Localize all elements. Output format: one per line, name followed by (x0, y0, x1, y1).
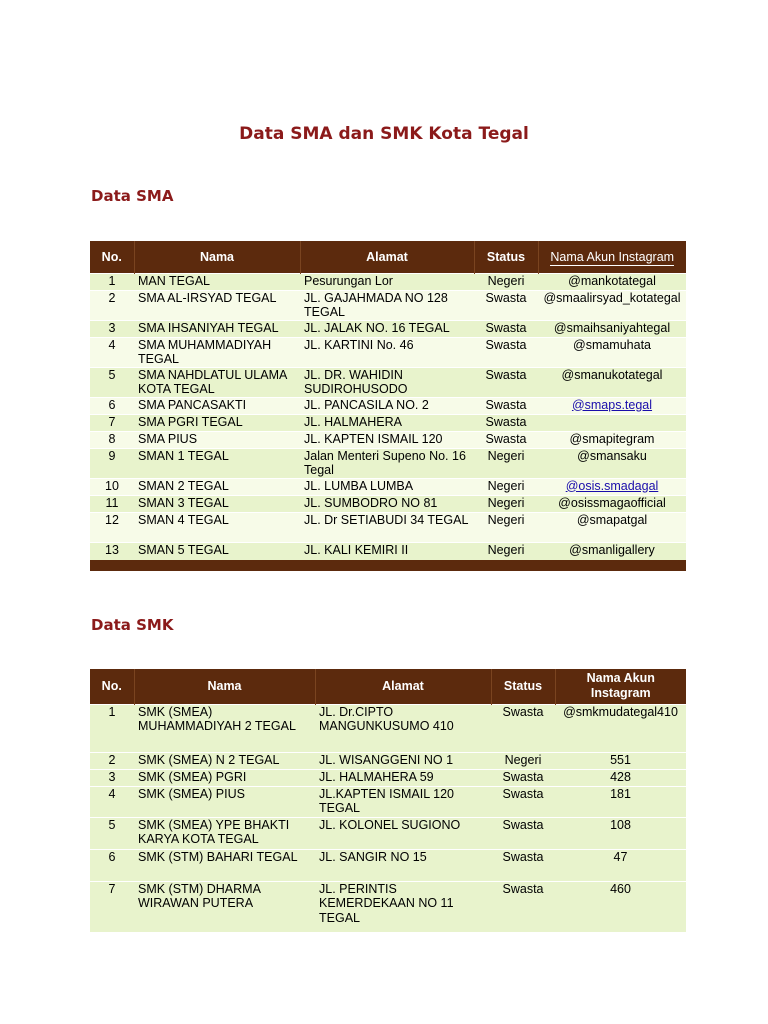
table-footer-bar (90, 560, 686, 571)
cell-instagram: @smansaku (538, 448, 686, 478)
cell-instagram: @smapatgal (538, 512, 686, 542)
cell-alamat: JL.KAPTEN ISMAIL 120 TEGAL (315, 786, 491, 817)
cell-no: 4 (90, 786, 134, 817)
footer-cell (474, 560, 538, 571)
smk-table-header-row (90, 669, 686, 704)
cell-status: Swasta (474, 397, 538, 414)
table-row (90, 704, 686, 752)
table-row (90, 367, 686, 397)
cell-instagram: @smapitegram (538, 431, 686, 448)
cell-nama: SMA MUHAMMADIYAH TEGAL (134, 337, 300, 367)
cell-no: 8 (90, 431, 134, 448)
cell-no: 6 (90, 849, 134, 881)
cell-status: Swasta (474, 414, 538, 431)
cell-instagram: @mankotategal (538, 273, 686, 290)
cell-no: 9 (90, 448, 134, 478)
cell-no: 1 (90, 704, 134, 752)
table-row (90, 881, 686, 932)
footer-cell (134, 560, 300, 571)
smk-table-body (90, 704, 686, 932)
cell-nama: MAN TEGAL (134, 273, 300, 290)
cell-nama: SMAN 2 TEGAL (134, 478, 300, 495)
cell-instagram: 428 (555, 769, 686, 786)
cell-alamat: JL. PERINTIS KEMERDEKAAN NO 11 TEGAL (315, 881, 491, 932)
instagram-link[interactable]: @osis.smadagal (565, 478, 659, 493)
cell-nama: SMK (SMEA) N 2 TEGAL (134, 752, 315, 769)
cell-status: Swasta (491, 786, 555, 817)
cell-alamat: JL. Dr SETIABUDI 34 TEGAL (300, 512, 474, 542)
sma-table (90, 241, 686, 571)
cell-instagram: @smamuhata (538, 337, 686, 367)
cell-status: Swasta (474, 337, 538, 367)
cell-nama: SMA IHSANIYAH TEGAL (134, 320, 300, 337)
table-row (90, 849, 686, 881)
cell-alamat: JL. KAPTEN ISMAIL 120 (300, 431, 474, 448)
cell-nama: SMA PGRI TEGAL (134, 414, 300, 431)
cell-alamat: JL. HALMAHERA (300, 414, 474, 431)
cell-no: 5 (90, 817, 134, 849)
cell-status: Negeri (474, 273, 538, 290)
cell-instagram: 181 (555, 786, 686, 817)
table-row (90, 542, 686, 560)
cell-instagram: @smkmudategal410 (555, 704, 686, 752)
footer-cell (538, 560, 686, 571)
cell-nama: SMAN 1 TEGAL (134, 448, 300, 478)
cell-no: 13 (90, 542, 134, 560)
cell-status: Negeri (491, 752, 555, 769)
cell-no: 11 (90, 495, 134, 512)
cell-status: Swasta (491, 881, 555, 932)
smk-section-heading: Data SMK (91, 616, 174, 634)
cell-no: 2 (90, 752, 134, 769)
cell-instagram: 108 (555, 817, 686, 849)
table-row (90, 752, 686, 769)
cell-status: Negeri (474, 512, 538, 542)
cell-instagram: 47 (555, 849, 686, 881)
cell-alamat: JL. PANCASILA NO. 2 (300, 397, 474, 414)
cell-nama: SMK (SMEA) YPE BHAKTI KARYA KOTA TEGAL (134, 817, 315, 849)
cell-alamat: JL. WISANGGENI NO 1 (315, 752, 491, 769)
cell-instagram (538, 478, 686, 495)
cell-instagram: @smaihsaniyahtegal (538, 320, 686, 337)
cell-nama: SMAN 4 TEGAL (134, 512, 300, 542)
cell-no: 10 (90, 478, 134, 495)
table-row (90, 512, 686, 542)
cell-instagram: 551 (555, 752, 686, 769)
cell-nama: SMA AL-IRSYAD TEGAL (134, 290, 300, 320)
table-row (90, 769, 686, 786)
table-row (90, 397, 686, 414)
cell-status: Swasta (491, 704, 555, 752)
cell-nama: SMAN 3 TEGAL (134, 495, 300, 512)
cell-no: 5 (90, 367, 134, 397)
sma-header-nama: Nama (134, 241, 300, 273)
table-row (90, 448, 686, 478)
sma-header-alamat: Alamat (300, 241, 474, 273)
cell-nama: SMK (SMEA) PGRI (134, 769, 315, 786)
cell-alamat: JL. GAJAHMADA NO 128 TEGAL (300, 290, 474, 320)
cell-alamat: JL. KALI KEMIRI II (300, 542, 474, 560)
cell-no: 7 (90, 414, 134, 431)
cell-no: 6 (90, 397, 134, 414)
footer-cell (90, 560, 134, 571)
cell-alamat: JL. HALMAHERA 59 (315, 769, 491, 786)
table-row (90, 290, 686, 320)
table-row (90, 431, 686, 448)
cell-alamat: JL. KARTINI No. 46 (300, 337, 474, 367)
cell-alamat: JL. DR. WAHIDIN SUDIROHUSODO (300, 367, 474, 397)
sma-header-instagram (538, 241, 686, 273)
sma-header-no: No. (90, 241, 134, 273)
cell-no: 3 (90, 769, 134, 786)
smk-header-alamat: Alamat (315, 669, 491, 704)
cell-nama: SMK (STM) BAHARI TEGAL (134, 849, 315, 881)
cell-nama: SMK (SMEA) PIUS (134, 786, 315, 817)
cell-instagram: 460 (555, 881, 686, 932)
cell-instagram: @smaalirsyad_kotategal (538, 290, 686, 320)
cell-no: 4 (90, 337, 134, 367)
cell-no: 7 (90, 881, 134, 932)
smk-table (90, 669, 686, 932)
cell-instagram (538, 397, 686, 414)
table-row (90, 495, 686, 512)
table-row (90, 414, 686, 431)
cell-nama: SMA PANCASAKTI (134, 397, 300, 414)
instagram-link[interactable]: @smaps.tegal (571, 397, 653, 412)
cell-nama: SMA PIUS (134, 431, 300, 448)
sma-header-instagram-label: Nama Akun Instagram (550, 249, 675, 264)
cell-alamat: JL. SUMBODRO NO 81 (300, 495, 474, 512)
cell-alamat: JL. KOLONEL SUGIONO (315, 817, 491, 849)
cell-alamat: JL. SANGIR NO 15 (315, 849, 491, 881)
cell-alamat: Jalan Menteri Supeno No. 16 Tegal (300, 448, 474, 478)
table-row (90, 273, 686, 290)
smk-header-instagram: Nama Akun Instagram (555, 669, 686, 704)
cell-nama: SMK (STM) DHARMA WIRAWAN PUTERA (134, 881, 315, 932)
cell-instagram (538, 414, 686, 431)
cell-status: Swasta (474, 290, 538, 320)
cell-instagram: @smanukotategal (538, 367, 686, 397)
table-row (90, 320, 686, 337)
cell-status: Swasta (491, 849, 555, 881)
cell-status: Swasta (491, 769, 555, 786)
cell-no: 1 (90, 273, 134, 290)
cell-alamat: JL. Dr.CIPTO MANGUNKUSUMO 410 (315, 704, 491, 752)
cell-status: Swasta (474, 431, 538, 448)
smk-header-no: No. (90, 669, 134, 704)
table-row (90, 478, 686, 495)
cell-status: Swasta (474, 367, 538, 397)
document-title: Data SMA dan SMK Kota Tegal (239, 124, 529, 144)
sma-table-body (90, 273, 686, 571)
cell-instagram: @osissmagaofficial (538, 495, 686, 512)
cell-alamat: JL. JALAK NO. 16 TEGAL (300, 320, 474, 337)
sma-header-status: Status (474, 241, 538, 273)
cell-no: 12 (90, 512, 134, 542)
cell-alamat: Pesurungan Lor (300, 273, 474, 290)
cell-status: Swasta (474, 320, 538, 337)
cell-no: 3 (90, 320, 134, 337)
cell-no: 2 (90, 290, 134, 320)
table-row (90, 817, 686, 849)
cell-status: Negeri (474, 495, 538, 512)
cell-nama: SMA NAHDLATUL ULAMA KOTA TEGAL (134, 367, 300, 397)
cell-alamat: JL. LUMBA LUMBA (300, 478, 474, 495)
cell-status: Negeri (474, 542, 538, 560)
table-row (90, 337, 686, 367)
footer-cell (300, 560, 474, 571)
sma-table-header-row (90, 241, 686, 273)
cell-nama: SMK (SMEA) MUHAMMADIYAH 2 TEGAL (134, 704, 315, 752)
cell-status: Negeri (474, 448, 538, 478)
smk-header-status: Status (491, 669, 555, 704)
smk-header-nama: Nama (134, 669, 315, 704)
sma-section-heading: Data SMA (91, 187, 174, 205)
cell-instagram: @smanligallery (538, 542, 686, 560)
cell-status: Negeri (474, 478, 538, 495)
table-row (90, 786, 686, 817)
cell-nama: SMAN 5 TEGAL (134, 542, 300, 560)
cell-status: Swasta (491, 817, 555, 849)
